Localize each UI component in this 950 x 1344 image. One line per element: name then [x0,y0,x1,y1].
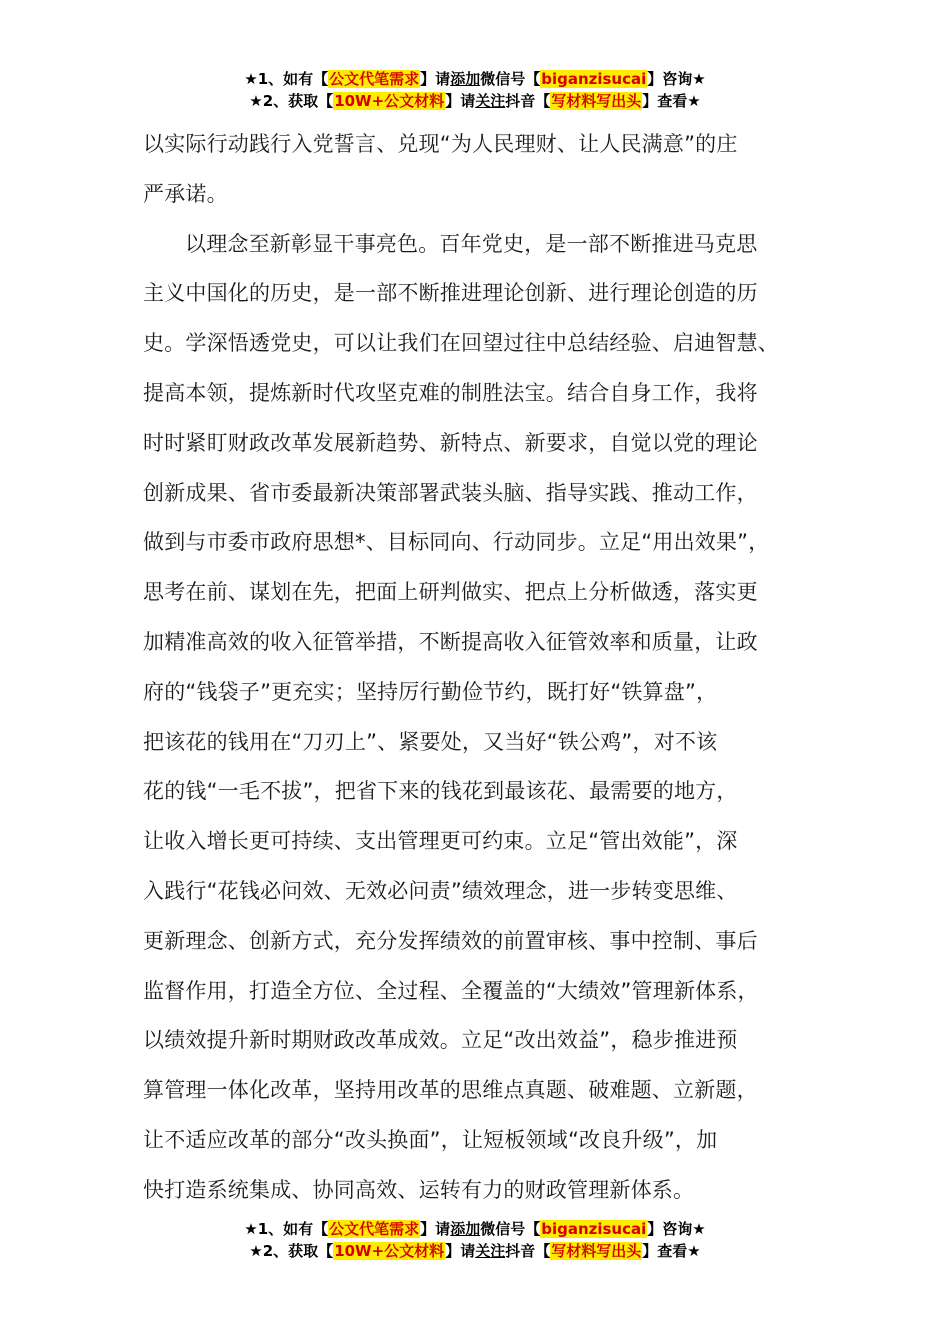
body-line: 监督作用，打造全方位、全过程、全覆盖的“大绩效”管理新体系， [143,978,759,1003]
body-line: 以绩效提升新时期财政改革成效。立足“改出效益”，稳步推进预 [143,1028,738,1053]
banner-text: 】咨询★ [647,1220,706,1238]
banner-text: 抖音【 [505,92,551,110]
header-banner [0,68,950,112]
banner-line-2 [0,90,950,112]
highlight-wechat-id: biganzisucai [541,70,647,88]
body-line: 更新理念、创新方式，充分发挥绩效的前置审核、事中控制、事后 [143,928,758,953]
highlight-service: 公文代笔需求 [329,70,420,88]
banner-text: 】请 [420,70,451,88]
highlight-materials: 10W+公文材料 [334,1242,445,1260]
body-line: 思考在前、谋划在先，把面上研判做实、把点上分析做透，落实更 [143,580,758,605]
body-line: 严承诺。 [143,181,228,206]
banner-text: ★1、如有【 [244,1220,329,1238]
highlight-wechat-id: biganzisucai [541,1220,647,1238]
body-line: 把该花的钱用在“刀刃上”、紧要处，又当好“铁公鸡”，对不该 [143,729,718,754]
body-line: 算管理一体化改革，坚持用改革的思维点真题、破难题、立新题， [143,1078,758,1103]
banner-text: 微信号【 [480,70,541,88]
banner-text: 】查看★ [642,1242,701,1260]
body-line: 主义中国化的历史，是一部不断推进理论创新、进行理论创造的历 [143,281,758,306]
banner-text: ★2、获取【 [249,92,334,110]
paragraph-heading-line: 以理念至新彰显干事亮色。百年党史，是一部不断推进马克思 [185,231,758,256]
banner-text: 】请 [445,1242,476,1260]
body-line: 入践行“花钱必问效、无效必问责”绩效理念，进一步转变思维、 [143,878,738,903]
banner-line-2 [0,1240,950,1262]
body-line: 创新成果、省市委最新决策部署武装头脑、指导实践、推动工作， [143,480,758,505]
banner-text: ★1、如有【 [244,70,329,88]
body-line: 加精准高效的收入征管举措，不断提高收入征管效率和质量，让政 [143,629,758,654]
highlight-douyin: 写材料写出头 [551,92,642,110]
body-line: 快打造系统集成、协同高效、运转有力的财政管理新体系。 [143,1177,695,1202]
body-line: 时时紧盯财政改革发展新趋势、新特点、新要求，自觉以党的理论 [143,430,758,455]
body-line: 做到与市委市政府思想*、目标同向、行动同步。立足“用出效果”， [143,530,770,555]
body-line: 以实际行动践行入党誓言、兑现“为人民理财、让人民满意”的庄 [143,132,738,156]
banner-text: ★2、获取【 [249,1242,334,1260]
banner-text: 微信号【 [480,1220,541,1238]
banner-text: 】查看★ [642,92,701,110]
underlined-word: 添加 [450,70,481,88]
highlight-materials: 10W+公文材料 [334,92,445,110]
highlight-service: 公文代笔需求 [329,1220,420,1238]
highlight-douyin: 写材料写出头 [551,1242,642,1260]
banner-text: 抖音【 [505,1242,551,1260]
banner-text: 】请 [420,1220,451,1238]
banner-line-1 [0,68,950,90]
underlined-word: 关注 [475,92,506,110]
body-line: 让收入增长更可持续、支出管理更可约束。立足“管出效能”，深 [143,829,738,854]
banner-text: 】请 [445,92,476,110]
body-line: 府的“钱袋子”更充实；坚持厉行勤俭节约，既打好“铁算盘”， [143,679,718,704]
body-line: 花的钱“一毛不拔”，把省下来的钱花到最该花、最需要的地方， [143,779,738,804]
banner-line-1 [0,1218,950,1240]
banner-text: 】咨询★ [647,70,706,88]
underlined-word: 关注 [475,1242,506,1260]
footer-banner [0,1218,950,1262]
document-body [143,120,823,1216]
body-line: 史。学深悟透党史，可以让我们在回望过往中总结经验、启迪智慧、 [143,331,779,356]
underlined-word: 添加 [450,1220,481,1238]
body-line: 提高本领，提炼新时代攻坚克难的制胜法宝。结合自身工作，我将 [143,380,758,405]
body-line: 让不适应改革的部分“改头换面”，让短板领域“改良升级”，加 [143,1127,718,1152]
